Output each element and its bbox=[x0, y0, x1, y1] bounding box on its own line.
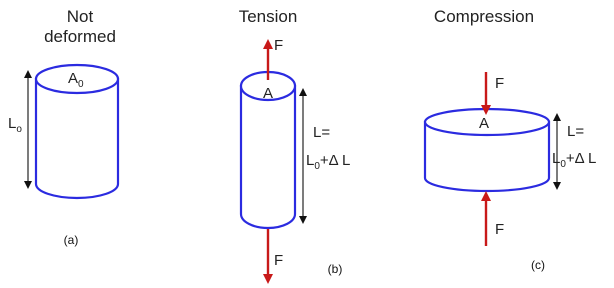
panel-c-title: Compression bbox=[433, 7, 535, 26]
panel-c-length-line2: $L_0+\Delta$ L bbox=[552, 150, 597, 170]
panel-b-force-top-label: F bbox=[274, 37, 284, 54]
panel-b-area-label: A bbox=[263, 85, 274, 102]
panel-c-force-top-label: F bbox=[495, 75, 505, 92]
panel-a-length-label: $L_o$ bbox=[8, 115, 22, 135]
panel-c-area-label: A bbox=[479, 115, 490, 132]
panel-b-length-line2: $L_0+\Delta$ L bbox=[306, 152, 351, 172]
panel-b-force-bottom-label: F bbox=[274, 252, 284, 269]
panel-a-not-deformed bbox=[8, 7, 118, 247]
panel-b-tension bbox=[239, 7, 351, 279]
panel-c-force-bottom-label: F bbox=[495, 221, 505, 238]
panel-a-caption: (a) bbox=[63, 233, 79, 247]
panel-a-area-label: $A_0$ bbox=[68, 70, 84, 90]
panel-a-title-line1: Not bbox=[66, 7, 94, 26]
panel-a-title-line2: deformed bbox=[44, 27, 116, 46]
panel-c-compression bbox=[425, 7, 596, 272]
panel-b-caption: (b) bbox=[327, 262, 343, 276]
panel-b-length-line1: L= bbox=[313, 124, 331, 141]
panel-c-caption: (c) bbox=[531, 258, 545, 272]
panel-b-title: Tension bbox=[238, 7, 298, 26]
panel-c-length-line1: L= bbox=[567, 123, 585, 140]
